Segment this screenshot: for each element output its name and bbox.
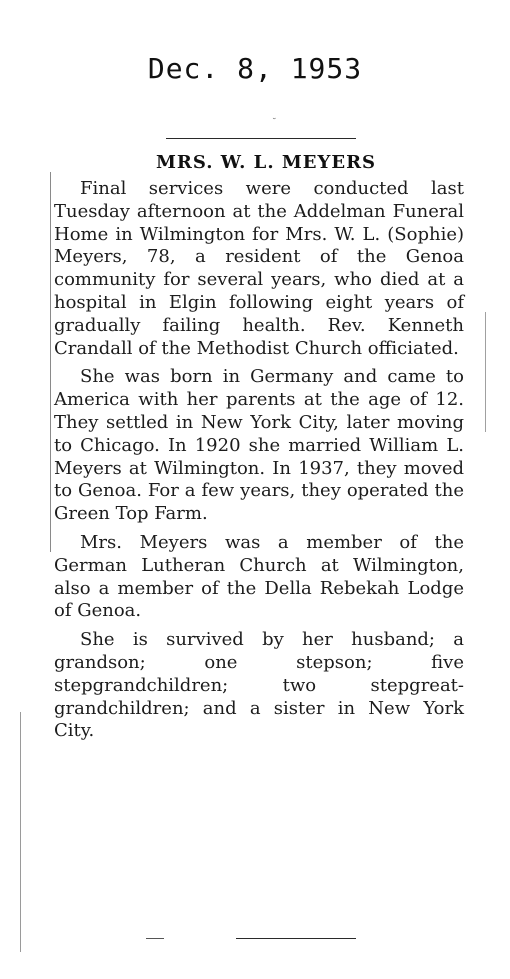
- clipping-left-edge: [50, 172, 51, 552]
- clipping-left-edge-lower: [20, 712, 21, 952]
- article-paragraph: She is survived by her husband; a grandson; one stepson; five stepgrandchildren; two stepgreat-grandchildren; and a sister in New York City.: [54, 629, 464, 742]
- top-divider-rule: [166, 138, 356, 139]
- bottom-tick-mark: [146, 938, 164, 939]
- article-paragraph: Mrs. Meyers was a member of the German Lutheran Church at Wilmington, also a member of the Della Rebekah Lodge of Genoa.: [54, 531, 464, 622]
- article-body: [54, 178, 464, 749]
- article-paragraph: She was born in Germany and came to America with her parents at the age of 12. They settled in New York City, later moving to Chicago. In 1920 she married William L. Meyers at Wilmington. In 1937, they moved to Genoa. For a few years, they operated the Green Top Farm.: [54, 366, 464, 525]
- article-headline: MRS. W. L. MEYERS: [155, 152, 377, 173]
- article-paragraph: Final services were conducted last Tuesday afternoon at the Addelman Funeral Home in Wilmington for Mrs. W. L. (Sophie) Meyers, 78, a resident of the Genoa community for several years, who died at a hospital in Elgin following eight years of gradually failing health. Rev. Kenneth Crandall of the Methodist Church officiated.: [54, 178, 464, 359]
- print-speck: ˘: [272, 118, 277, 128]
- bottom-divider-rule: [236, 938, 356, 939]
- clipping-date: Dec. 8, 1953: [147, 52, 363, 85]
- clipping-right-edge: [485, 312, 486, 432]
- newspaper-clipping: [46, 112, 486, 952]
